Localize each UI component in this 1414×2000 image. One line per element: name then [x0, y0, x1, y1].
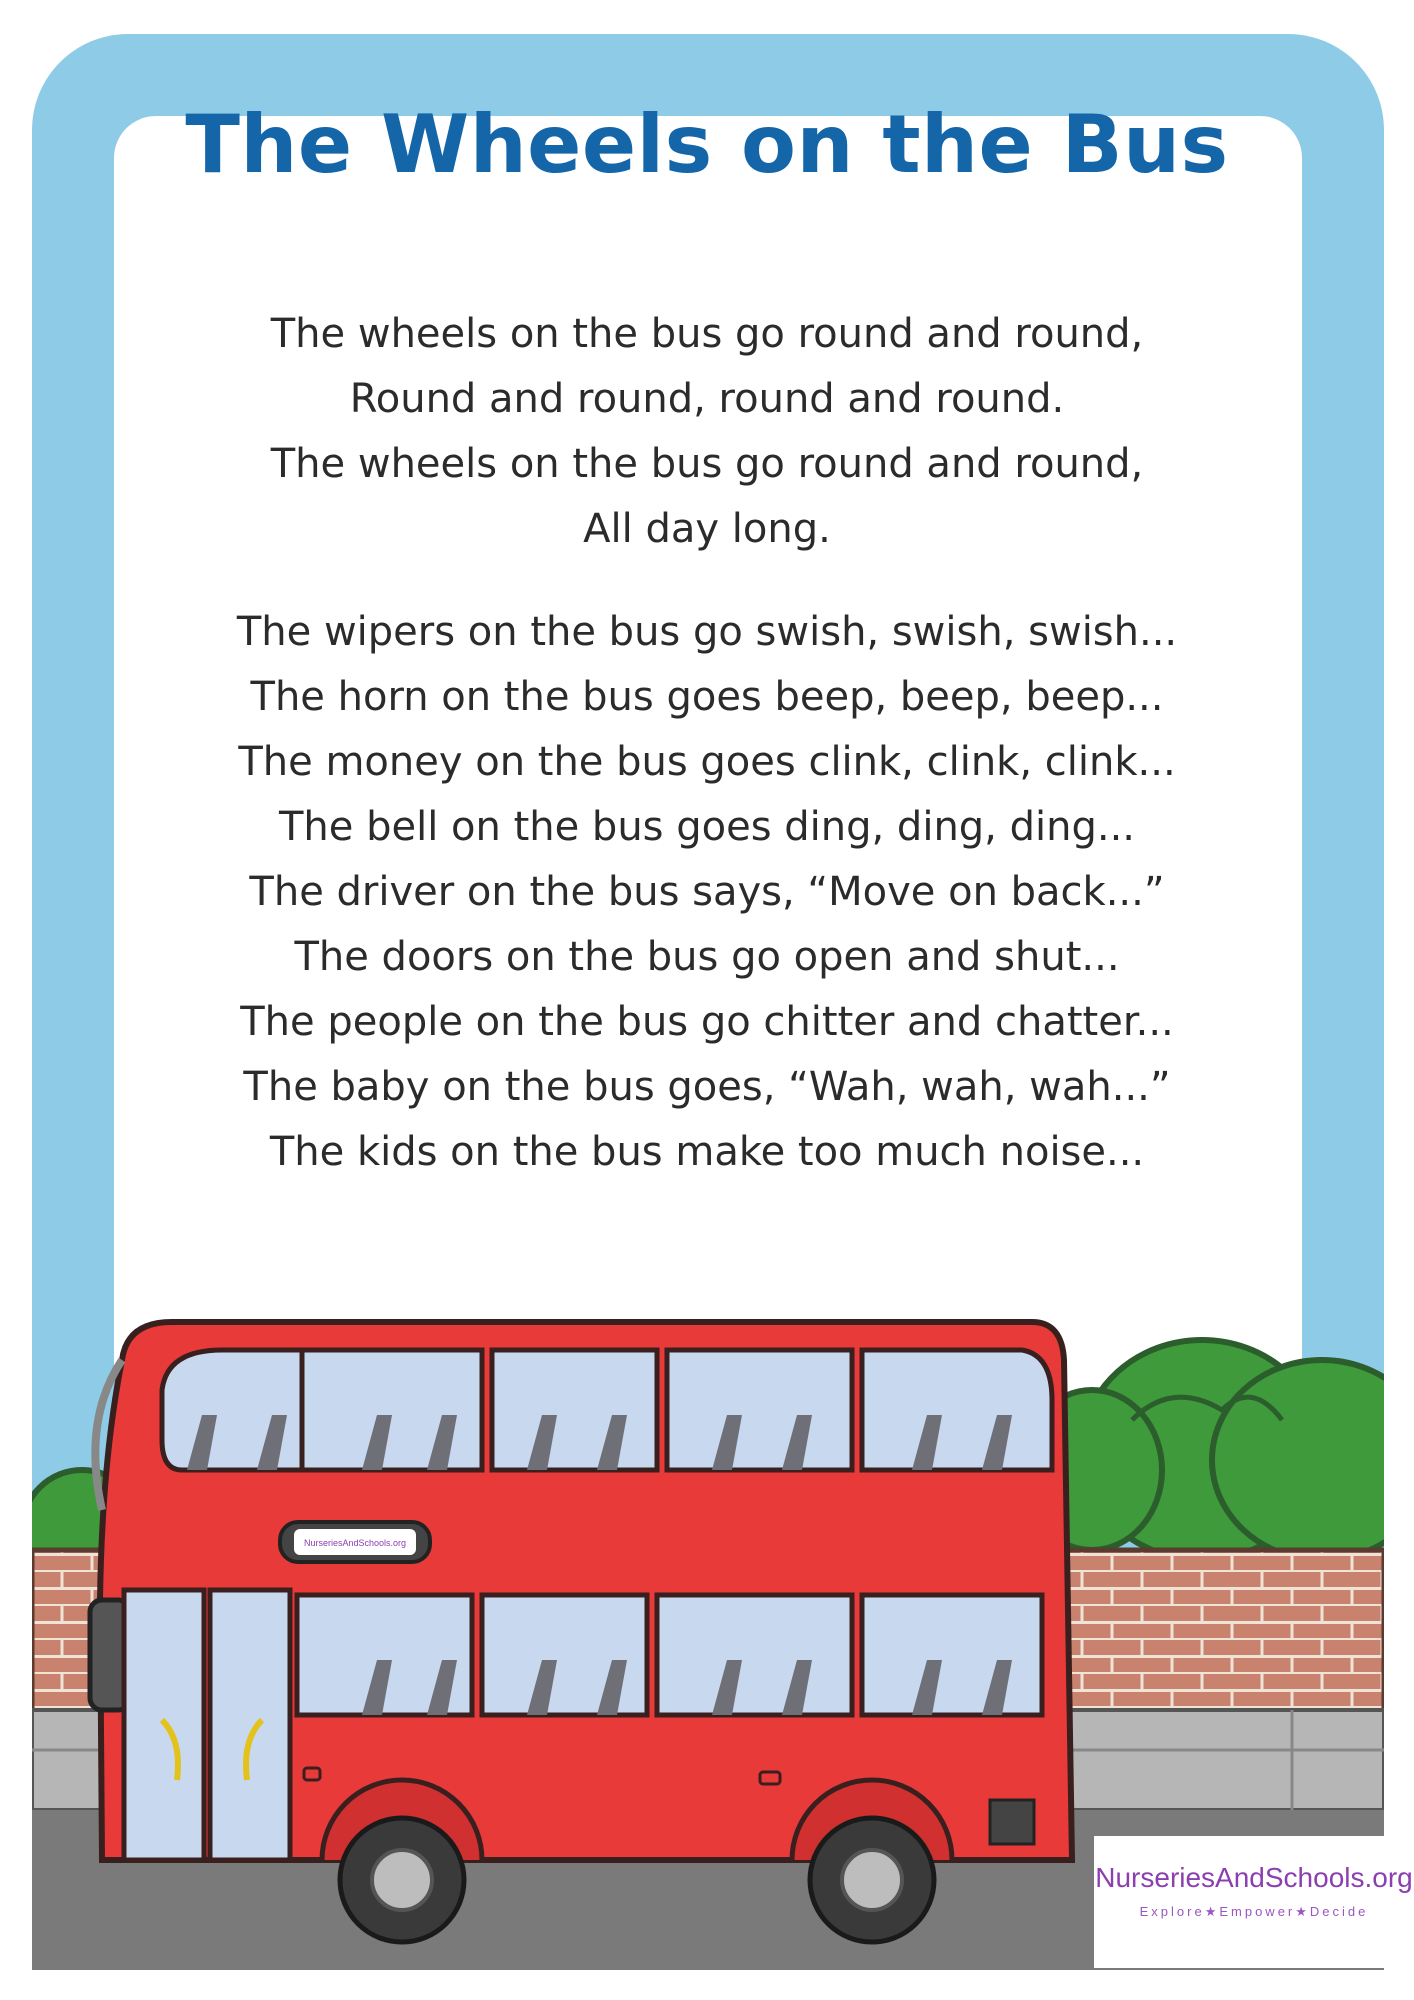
- lyric-line: The kids on the bus make too much noise...: [269, 1129, 1145, 1175]
- lyric-line: The horn on the bus goes beep, beep, beep...: [250, 674, 1164, 720]
- red-bus: [90, 1322, 1072, 1942]
- poster-title: The Wheels on the Bus: [185, 98, 1229, 191]
- lyric-line: The doors on the bus go open and shut...: [294, 934, 1120, 980]
- lyric-line: Round and round, round and round.: [349, 376, 1065, 422]
- lyric-line: The wheels on the bus go round and round,: [270, 441, 1144, 487]
- lyric-line: The driver on the bus says, “Move on back...”: [249, 869, 1165, 915]
- brand-tagline: Explore★Empower★Decide: [1139, 1904, 1369, 1919]
- verse-2: [0, 600, 1414, 1185]
- lyric-line: The wheels on the bus go round and round,: [270, 311, 1144, 357]
- lyric-line: All day long.: [583, 506, 831, 552]
- verse-1: [0, 302, 1414, 562]
- lyric-line: The people on the bus go chitter and chatter...: [240, 999, 1174, 1045]
- brand-name: NurseriesAndSchools.org: [1095, 1862, 1413, 1893]
- lyric-line: The money on the bus goes clink, clink, clink...: [238, 739, 1176, 785]
- lyric-line: The bell on the bus goes ding, ding, ding...: [278, 804, 1135, 850]
- brand-watermark: [1094, 1836, 1414, 1968]
- lyric-line: The baby on the bus goes, “Wah, wah, wah...”: [243, 1064, 1171, 1110]
- lyric-line: The wipers on the bus go swish, swish, swish...: [236, 609, 1178, 655]
- bus-sign: NurseriesAndSchools.org: [303, 1538, 407, 1548]
